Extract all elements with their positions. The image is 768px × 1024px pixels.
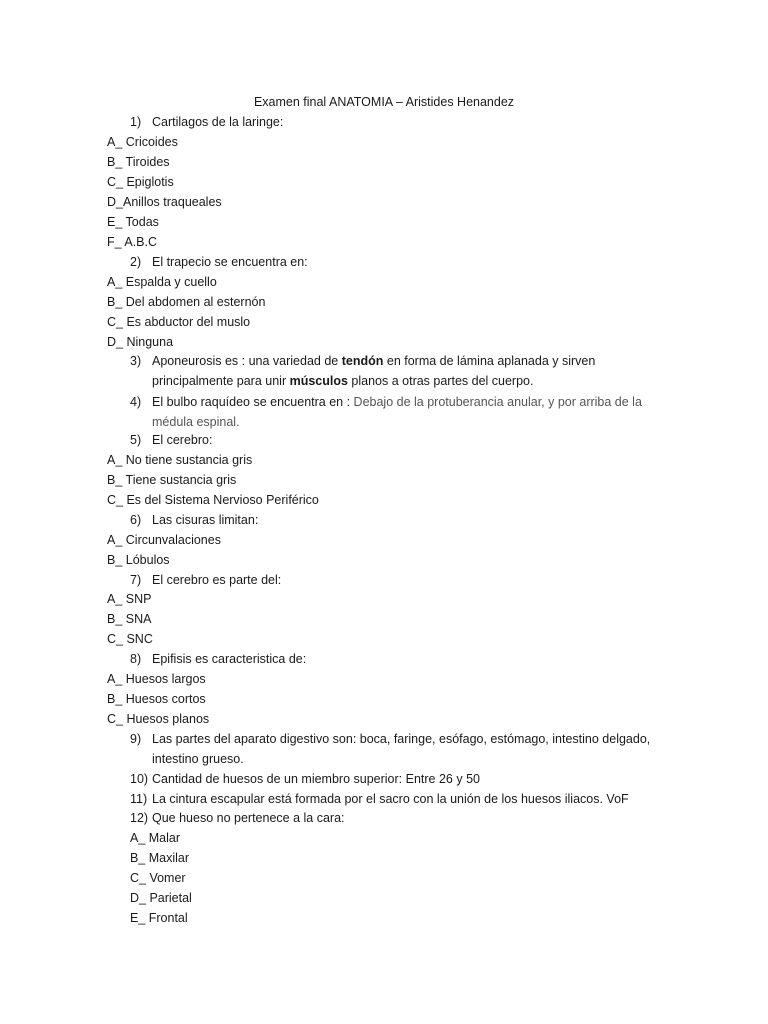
question-number: 6) bbox=[130, 513, 142, 527]
answer-text: en forma de lámina aplanada y sirven principalmente para unir bbox=[152, 354, 596, 388]
option: F_ A.B.C bbox=[107, 235, 158, 249]
option: E_ Frontal bbox=[130, 911, 188, 925]
option: D_ Ninguna bbox=[107, 335, 174, 349]
question-text: El cerebro es parte del: bbox=[152, 573, 282, 587]
question-number: 1) bbox=[130, 115, 142, 129]
document-title: Examen final ANATOMIA – Aristides Henandez bbox=[253, 95, 515, 109]
option: A_ Circunvalaciones bbox=[107, 533, 221, 547]
answer-bold-term: tendón bbox=[341, 354, 384, 368]
question-7 bbox=[130, 570, 282, 590]
option: B_ Del abdomen al esternón bbox=[107, 295, 266, 309]
question-11-text: La cintura escapular está formada por el sacro con la unión de los huesos iliacos. VoF bbox=[152, 792, 629, 806]
question-number: 8) bbox=[130, 652, 142, 666]
question-4 bbox=[152, 392, 657, 432]
option: A_ Huesos largos bbox=[107, 672, 206, 686]
question-number: 5) bbox=[130, 433, 142, 447]
question-9-text: Las partes del aparato digestivo son: boca, faringe, esófago, estómago, intestino delgado, intestino grueso. bbox=[152, 732, 651, 766]
option: B_ SNA bbox=[107, 612, 152, 626]
question-number: 2) bbox=[130, 255, 142, 269]
option: E_ Todas bbox=[107, 215, 159, 229]
answer-text: Debajo de la protuberancia anular, y por arriba de la médula espinal. bbox=[152, 395, 642, 429]
answer-text: una variedad de bbox=[245, 354, 342, 368]
question-text: El trapecio se encuentra en: bbox=[152, 255, 308, 269]
question-number: 7) bbox=[130, 573, 142, 587]
question-label: El bulbo raquídeo se encuentra en : bbox=[152, 395, 351, 409]
answer-bold-term: músculos bbox=[289, 374, 348, 388]
question-text: Cartilagos de la laringe: bbox=[152, 115, 284, 129]
question-text: Epifisis es caracteristica de: bbox=[152, 652, 307, 666]
question-6 bbox=[130, 510, 259, 530]
question-label: Aponeurosis es : bbox=[152, 354, 246, 368]
question-4-number: 4) bbox=[130, 395, 142, 409]
question-10-number: 10) bbox=[130, 772, 149, 786]
answer-text: planos a otras partes del cuerpo. bbox=[347, 374, 534, 388]
option: B_ Maxilar bbox=[130, 851, 190, 865]
option: D_ Parietal bbox=[130, 891, 192, 905]
option: C_ Es abductor del muslo bbox=[107, 315, 251, 329]
question-3-number: 3) bbox=[130, 354, 142, 368]
question-10-text: Cantidad de huesos de un miembro superior: Entre 26 y 50 bbox=[152, 772, 480, 786]
option: D_Anillos traqueales bbox=[107, 195, 222, 209]
option: B_ Tiene sustancia gris bbox=[107, 473, 237, 487]
option: C_ SNC bbox=[107, 632, 153, 646]
option: C_ Vomer bbox=[130, 871, 186, 885]
option: B_ Tiroides bbox=[107, 155, 170, 169]
question-2 bbox=[130, 252, 308, 272]
question-1 bbox=[130, 112, 284, 132]
option: A_ Espalda y cuello bbox=[107, 275, 217, 289]
option: B_ Lóbulos bbox=[107, 553, 170, 567]
option: B_ Huesos cortos bbox=[107, 692, 206, 706]
option: C_ Epiglotis bbox=[107, 175, 174, 189]
question-8 bbox=[130, 649, 307, 669]
question-9-number: 9) bbox=[130, 732, 142, 746]
option: C_ Es del Sistema Nervioso Periférico bbox=[107, 493, 319, 507]
option: A_ SNP bbox=[107, 592, 152, 606]
option: A_ No tiene sustancia gris bbox=[107, 453, 253, 467]
option: A_ Malar bbox=[130, 831, 181, 845]
question-5 bbox=[130, 430, 213, 450]
question-12-text: Que hueso no pertenece a la cara: bbox=[152, 811, 345, 825]
question-3 bbox=[152, 351, 622, 391]
question-11-number: 11) bbox=[130, 792, 148, 806]
question-text: El cerebro: bbox=[152, 433, 213, 447]
option: A_ Cricoides bbox=[107, 135, 178, 149]
question-12-number: 12) bbox=[130, 811, 149, 825]
question-text: Las cisuras limitan: bbox=[152, 513, 259, 527]
option: C_ Huesos planos bbox=[107, 712, 210, 726]
